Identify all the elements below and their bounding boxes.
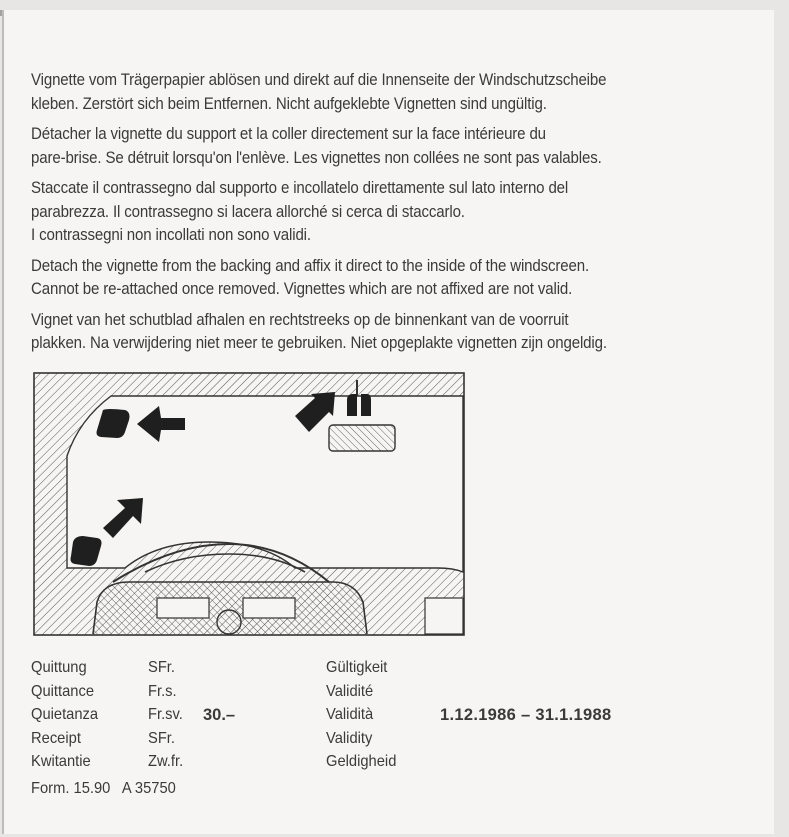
vignette-mark-mirror-2: [361, 394, 371, 416]
serial-number: A 35750: [121, 780, 176, 797]
form-number: Form. 15.90: [31, 780, 111, 797]
receipt-label: Receipt: [31, 729, 81, 747]
currency-label: Fr.sv.: [148, 706, 183, 724]
text-line: parabrezza. Il contrassegno si lacera allorché si cerca di staccarlo.: [31, 202, 465, 221]
validity-label: Validité: [326, 682, 374, 700]
dashboard-block: [425, 598, 463, 634]
instructions-english: [31, 255, 701, 302]
text-line: Cannot be re-attached once removed. Vignettes which are not affixed are not valid.: [31, 280, 573, 298]
instructions-italian: [31, 177, 701, 248]
validity-label: Geldigheid: [326, 753, 397, 771]
windscreen-placement-diagram: [33, 372, 465, 636]
validity-labels: [326, 656, 396, 774]
currency-label: Fr.s.: [148, 682, 177, 700]
price-amount: 30.–: [203, 706, 236, 724]
vignette-mark-mirror: [347, 394, 357, 416]
instructions-french: [31, 123, 701, 170]
text-line: pare-brise. Se détruit lorsqu'on l'enlève. Les vignettes non collées ne sont pas valables.: [31, 148, 602, 167]
validity-period: 1.12.1986 – 31.1.1988: [440, 706, 612, 724]
text-line: Detach the vignette from the backing and affix it direct to the inside of the windscreen.: [31, 256, 590, 275]
text-line: Vignet van het schutblad afhalen en rechtstreeks op de binnenkant van de voorruit: [31, 310, 569, 329]
instructions-block: [31, 69, 701, 363]
receipt-labels: [31, 656, 98, 774]
currency-label: SFr.: [148, 659, 175, 676]
text-line: I contrassegni non incollati non sono validi.: [31, 226, 311, 244]
text-line: Staccate il contrassegno dal supporto e incollatelo direttamente sul lato interno del: [31, 179, 569, 197]
currency-label: SFr.: [148, 729, 175, 747]
form-reference: [31, 780, 176, 798]
validity-label: Validity: [326, 729, 373, 747]
receipt-label: Quietanza: [31, 706, 99, 724]
text-line: Vignette vom Trägerpapier ablösen und direkt auf die Innenseite der Windschutzscheibe: [31, 71, 607, 89]
currency-labels: [148, 656, 183, 774]
text-line: plakken. Na verwijdering niet meer te gebruiken. Niet opgeplakte vignetten zijn ongeldig.: [31, 334, 607, 352]
car-headlight-right: [243, 598, 295, 618]
instructions-dutch: [31, 309, 701, 356]
instructions-german: [31, 69, 701, 116]
car-body: [93, 582, 367, 634]
validity-label: Gültigkeit: [326, 659, 388, 676]
rear-view-mirror: [329, 425, 395, 451]
receipt-label: Quittung: [31, 659, 87, 676]
receipt-label: Kwitantie: [31, 753, 91, 771]
validity-label: Validità: [326, 706, 374, 724]
text-line: kleben. Zerstört sich beim Entfernen. Nicht aufgeklebte Vignetten sind ungültig.: [31, 94, 547, 113]
currency-label: Zw.fr.: [148, 753, 184, 771]
receipt-label: Quittance: [31, 682, 95, 700]
car-headlight-left: [157, 598, 209, 618]
text-line: Détacher la vignette du support et la coller directement sur la face intérieure du: [31, 125, 546, 143]
